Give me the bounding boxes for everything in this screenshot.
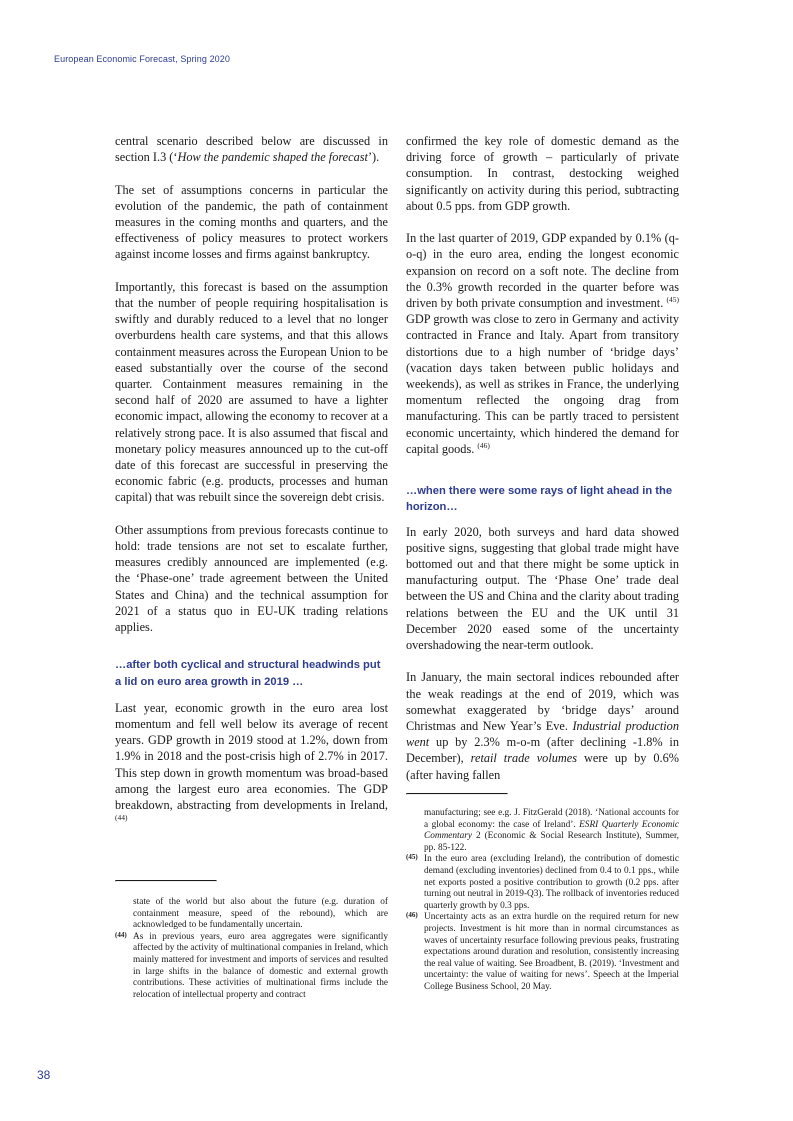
italic-retail-trade: retail trade volumes [470, 751, 578, 766]
section-reference: How the pandemic shaped the forecast [177, 150, 368, 165]
journal-title: ESRI Quarterly Economic Commentary [424, 819, 679, 842]
left-column [115, 133, 388, 829]
right-column [406, 133, 679, 783]
footnote-45: (45) In the euro area (excluding Ireland), the contribution of domestic demand (excluding inventories) declined from 0.4 to 0.1 pps., while net exports posted a positive contribution to growth (0.2 pps. after turning out neutral in 2019-Q3). The rollback of inventories reduced quarterly growth by 0.3 pps. [406, 853, 679, 911]
paragraph-importantly: Importantly, this forecast is based on the assumption that the number of people requiring hospitalisation is swiftly and durably reduced to a level that no longer overburdens health care systems, and that this allows containment measures across the European Union to be eased substantially over the course of the second quarter. Containment measures remaining in the second half of 2020 are assumed to have a lighter economic impact, allowing the economy to recover at a relatively strong pace. It is also assumed that fiscal and monetary policy measures announced up to the cut-off date of this forecast are successful in preserving the economic fabric (e.g. products, processes and human capital) that was rebuilt since the sovereign debt crisis. [115, 279, 388, 505]
running-header: European Economic Forecast, Spring 2020 [54, 54, 230, 64]
paragraph-assumptions: The set of assumptions concerns in particular the evolution of the pandemic, the path of containment measures in the coming months and quarters, and the effectiveness of policy measures to protect workers against income losses and firms against bankruptcy. [115, 182, 388, 262]
footnote-ref-46[interactable]: (46) [477, 440, 490, 450]
paragraph-last-quarter: In the last quarter of 2019, GDP expanded by 0.1% (q-o-q) in the euro area, ending the longest economic expansion on record on a soft note. The decline from the 0.3% growth recorded in the quarter before was driven by both private consumption and investment. $^{(45)}$ GDP growth was close to zero in Germany and activity contracted in France and Italy. Apart from transitory distortions due to a high number of ‘bridge days’ (vacation days taken between public holidays and weekends), as well as strikes in France, the underlying momentum reflected the ongoing drag from manufacturing. This can be partly traced to persistent economic uncertainty, which hindered the demand for capital goods. $^{(46)}$ [406, 231, 680, 456]
page-number: 38 [37, 1068, 51, 1082]
footnote-continuation-left: state of the world but also about the future (e.g. duration of containment measure, speed of the rebound), which are acknowledged to be fundamentally uncertain. [133, 897, 388, 931]
italic-industrial-production: Industrial production went [406, 719, 679, 750]
footnotes-right [406, 793, 679, 994]
paragraph-domestic-demand: confirmed the key role of domestic demand as the driving force of growth – particularly of private consumption. In contrast, destocking weighed significantly on activity during this period, subtracting about 0.5 pps. from GDP growth. [406, 134, 679, 213]
section-heading-headwinds: …after both cyclical and structural headwinds put a lid on euro area growth in 2019 … [115, 659, 381, 688]
footnote-ref-45[interactable]: (45) [666, 294, 680, 304]
paragraph-last-year: Last year, economic growth in the euro area lost momentum and fell well below its average of recent years. GDP growth in 2019 stood at 1.2%, down from 1.9% in 2018 and the post-crisis high of 2.7% in 2017. This step down in growth momentum was broad-based among the largest euro area economies. The GDP breakdown, abstracting from developments in Ireland, $^{(44)}$ [115, 700, 388, 823]
paragraph-january: In January, the main sectoral indices rebounded after the weak readings at the end of 2019, which was somewhat exaggerated by ‘bridge days’ around Christmas and New Year’s Eve. Industrial production went up by 2.3% m-o-m (after declining -1.8% in December), retail trade volumes were up by 0.6% (after having fallen [406, 670, 679, 782]
paragraph-scenario: central scenario described below are discussed in section I.3 (‘How the pandemic shaped the forecast’). [115, 134, 388, 165]
footnote-continuation-right: manufacturing; see e.g. J. FitzGerald (2018). ‘National accounts for a global economy: the case of Ireland’. ESRI Quarterly Economic Commentary 2 (Economic & Social Research Institute), Summer, pp. 85-122. [424, 808, 679, 853]
footnotes-left [115, 880, 388, 1001]
footnote-number-46: (46) [406, 911, 418, 920]
footnote-44: (44) As in previous years, euro area aggregates were significantly affected by the activity of multinational companies in Ireland, which mainly mattered for investment and imports of services and resulted in large shifts in the balance of domestic and external growth contributions. These activities of multinational firms include the relocation of intellectual property and contract [115, 930, 388, 1000]
paragraph-early-2020: In early 2020, both surveys and hard data showed positive signs, suggesting that global trade might have bottomed out and that there might be some uptick in manufacturing output. The ‘Phase One’ trade deal between the US and China and the clarity about trading relations between the EU and the UK until 31 December 2020 eased some of the uncertainty overshadowing the near-term outlook. [406, 524, 679, 653]
footnote-number-45: (45) [406, 853, 418, 862]
footnote-ref-44[interactable]: (44) [115, 813, 128, 823]
paragraph-other-assumptions: Other assumptions from previous forecasts continue to hold: trade tensions are not set to escalate further, measures credibly announced are implemented (e.g. the ‘Phase-one’ trade agreement between the United States and China) and the technical assumption for 2021 of a status quo in EU-UK trading relations applies. [115, 522, 388, 635]
footnote-46: (46) Uncertainty acts as an extra hurdle on the required return for new projects. Investment is hit more than in normal circumstances as waves of uncertainty resurface following previous peaks, frustrating expectations around duration and resolution, consistently increasing the real value of waiting. See Broadbent, B. (2019). ‘Investment and uncertainty: the value of waiting for news’. Speech at the Imperial College Business School, 20 May. [406, 911, 679, 992]
section-heading-rays-of-light: …when there were some rays of light ahead in the horizon… [406, 485, 673, 514]
footnote-number-44: (44) [115, 930, 127, 939]
